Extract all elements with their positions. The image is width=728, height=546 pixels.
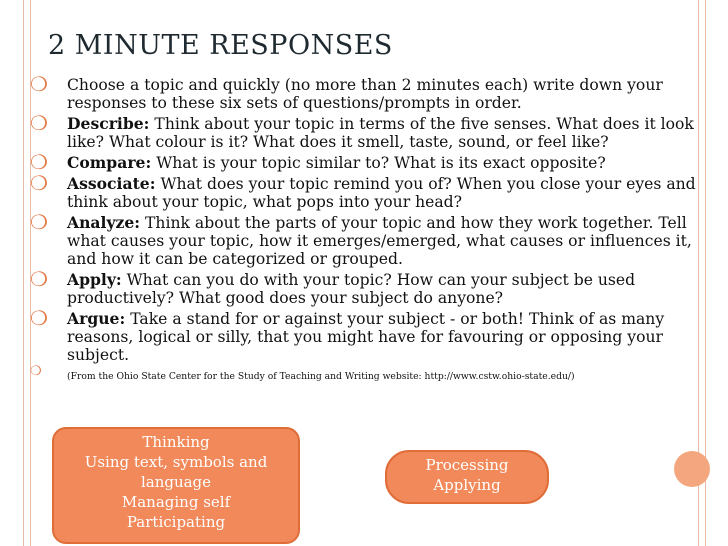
slide-title: 2 MINUTE RESPONSES	[48, 30, 393, 61]
bullet-marker-icon: ❍	[30, 306, 48, 330]
bullet-item-argue	[0, 306, 728, 364]
box-line: Applying	[433, 476, 501, 494]
bullet-item-intro	[0, 72, 728, 112]
bullet-text: Think about your topic in terms of the five senses. What does it look like? What colour is it? What does it smell, taste, sound, or feel like?	[67, 115, 694, 151]
bullet-text: Think about the parts of your topic and how they work together. Tell what causes your topic, how it emerges/emerged, what causes or influences it, and how it can be categorized or grouped.	[67, 214, 692, 268]
bullet-text: What is your topic similar to? What is its exact opposite?	[156, 154, 606, 172]
bullet-marker-icon: ❍	[30, 171, 48, 195]
bullet-item-analyze	[0, 210, 728, 268]
box-line: Managing self	[121, 493, 231, 511]
bullet-label: Describe:	[67, 114, 150, 133]
bullet-item-compare	[0, 150, 728, 174]
box-line: Thinking	[142, 433, 210, 451]
box-line: Participating	[126, 513, 226, 531]
box-line: Processing	[425, 456, 509, 474]
bullet-label: Associate:	[67, 174, 156, 193]
bullet-list	[0, 72, 728, 386]
bullet-label: Argue:	[67, 309, 126, 328]
bullet-marker-icon: ❍	[30, 364, 42, 379]
bullet-marker-icon: ❍	[30, 210, 48, 234]
bullet-label: Apply:	[67, 270, 122, 289]
bullet-text: What can you do with your topic? How can your subject be used productively? What good does your subject do anyone?	[67, 271, 636, 307]
bullet-text: Take a stand for or against your subject - or both! Think of as many reasons, logical or silly, that you might have for favouring or opposing your subject.	[67, 310, 665, 364]
bullet-marker-icon: ❍	[30, 111, 48, 135]
bullet-marker-icon: ❍	[30, 72, 48, 96]
source-note: (From the Ohio State Center for the Study of Teaching and Writing website: http://www.cstw.ohio-state.edu/)	[67, 371, 575, 382]
bullet-text: Choose a topic and quickly (no more than 2 minutes each) write down your responses to these six sets of questions/prompts in order.	[67, 76, 663, 112]
box-line: Using text, symbols and	[84, 453, 268, 471]
skills-box-thinking	[52, 427, 300, 544]
bullet-item-source	[0, 364, 728, 383]
bullet-marker-icon: ❍	[30, 267, 48, 291]
bullet-item-associate	[0, 171, 728, 211]
bullet-item-describe	[0, 111, 728, 151]
bullet-label: Compare:	[67, 153, 152, 172]
bullet-marker-icon: ❍	[30, 150, 48, 174]
skills-box-processing	[385, 450, 549, 504]
box-line: language	[140, 473, 212, 491]
decorative-circle	[674, 451, 710, 487]
bullet-label: Analyze:	[67, 213, 141, 232]
bullet-item-apply	[0, 267, 728, 307]
bullet-text: What does your topic remind you of? When you close your eyes and think about your topic, what pops into your head?	[67, 175, 696, 211]
